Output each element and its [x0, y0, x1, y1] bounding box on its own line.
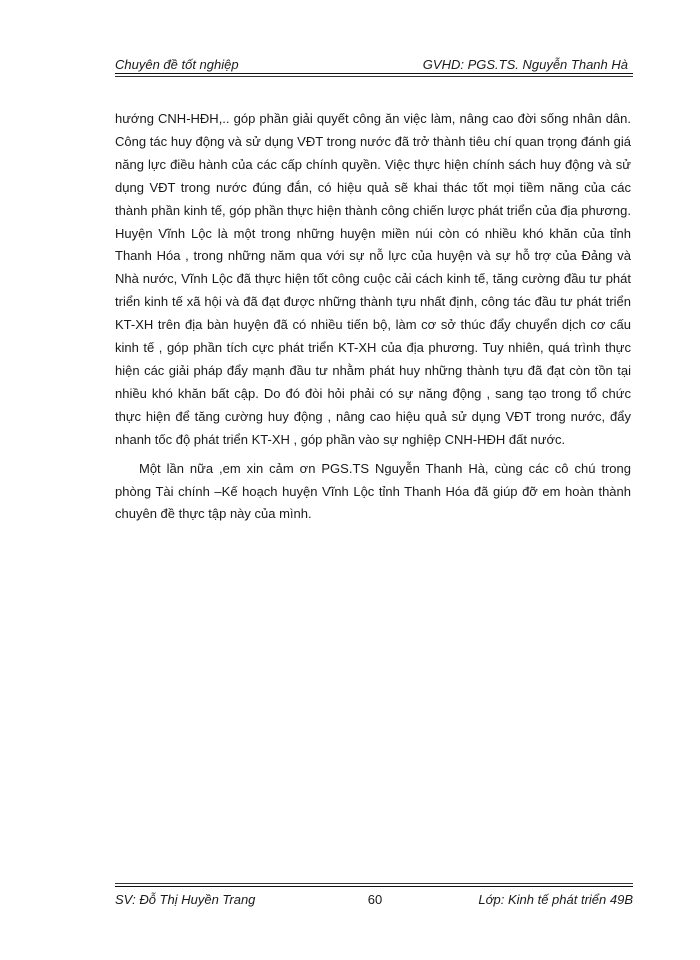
body-paragraph-2: Một lần nữa ,em xin cảm ơn PGS.TS Nguyễn Thanh Hà, cùng các cô chú trong phòng Tài chính –Kế hoạch huyện Vĩnh Lộc tỉnh Thanh Hóa đã giúp đỡ em hoàn thành chuyên đề thực tập này của mình. — [115, 460, 631, 522]
header-advisor: GVHD: PGS.TS. Nguyễn Thanh Hà — [422, 57, 628, 72]
page-footer — [115, 889, 633, 909]
footer-divider — [115, 886, 633, 887]
header-divider-thin — [115, 76, 633, 77]
page-body — [115, 108, 631, 526]
header-title: Chuyên đề tốt nghiệp — [115, 57, 239, 72]
body-paragraph-1: hướng CNH-HĐH,.. góp phần giải quyết công ăn việc làm, nâng cao đời sống nhân dân. Công tác huy động và sử dụng VĐT trong nước đã trở thành tiêu chí quan trọng đánh giá năng lực điều hành của các cấp chính quyền. Việc thực hiện chính sách huy động và sử dụng VĐT trong nước đúng đắn, có hiệu quả sẽ khai thác tốt mọi tiềm năng của các thành phần kinh tế, góp phần thực hiện thành công chiến lược phát triển của địa phương. Huyện Vĩnh Lộc là một trong những huyện miền núi còn có nhiều khó khăn của tỉnh Thanh Hóa , trong những năm qua với sự nỗ lực của huyện và sự hỗ trợ của Đảng và Nhà nước, Vĩnh Lộc đã thực hiện tốt công cuộc cải cách kinh tế, tăng cường đầu tư phát triển kinh tế xã hội và đã đạt được những thành tựu nhất định, công tác đầu tư phát triển KT-XH trên địa bàn huyện đã có nhiều tiến bộ, làm cơ sở thúc đẩy chuyển dịch cơ cấu kinh tế , góp phần tích cực phát triển KT-XH của địa phương. Tuy nhiên, quá trình thực hiện các giải pháp đẩy mạnh đầu tư nhằm phát huy những thành tựu đã đạt còn tồn tại nhiều khó khăn bất cập. Do đó đòi hỏi phải có sự năng động , sang tạo trong tổ chức thực hiện để tăng cường huy động , nâng cao hiệu quả sử dụng VĐT trong nước, đẩy nhanh tốc độ phát triển KT-XH , góp phần vào sự nghiệp CNH-HĐH đất nước. — [115, 111, 631, 447]
footer-student: SV: Đỗ Thị Huyền Trang — [115, 891, 256, 907]
footer-divider-thin — [115, 883, 633, 884]
footer-class: Lớp: Kinh tế phát triển 49B — [478, 891, 633, 907]
header-divider — [115, 73, 633, 74]
page-number: 60 — [367, 891, 383, 907]
page-header — [115, 50, 628, 72]
